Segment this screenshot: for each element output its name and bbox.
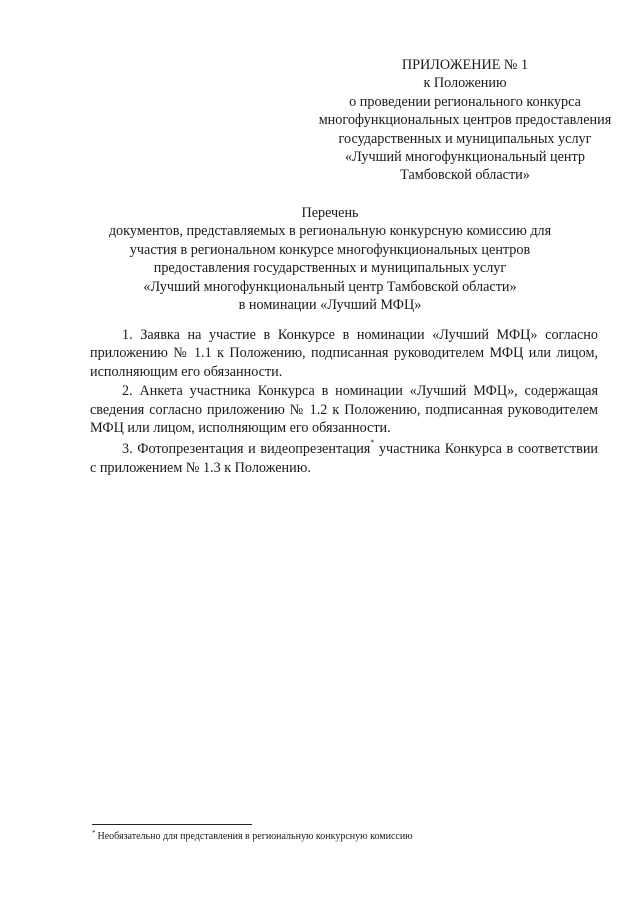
footnote — [92, 830, 612, 843]
appendix-line: «Лучший многофункциональный центр — [345, 149, 585, 166]
appendix-header — [300, 56, 630, 185]
footnote-marker: * — [92, 829, 96, 837]
appendix-line: о проведении регионального конкурса — [349, 93, 581, 110]
list-heading-line: участия в региональном конкурсе многофункциональных центров — [129, 241, 531, 258]
appendix-line: многофункциональных центров предоставления — [318, 112, 612, 129]
list-heading-line: «Лучший многофункциональный центр Тамбовской области» — [143, 278, 517, 295]
list-item-3-text: 3. Фотопрезентация и видеопрезентация — [122, 441, 371, 458]
footnote-text: Необязательно для представления в региональную конкурсную комиссию — [97, 831, 413, 842]
document-items-list — [90, 326, 598, 477]
document-list-heading — [90, 204, 570, 314]
footnote-separator — [92, 824, 252, 825]
list-item-3-text-cont: участника Конкурса в соответствии с приложением № 1.3 к Положению. — [90, 441, 598, 476]
list-heading-line: в номинации «Лучший МФЦ» — [238, 297, 422, 314]
appendix-line: государственных и муниципальных услуг — [338, 130, 592, 147]
footnote-marker: * — [370, 438, 375, 448]
list-item-2: 2. Анкета участника Конкурса в номинации «Лучший МФЦ», содержащая сведения согласно приложению № 1.2 к Положению, подписанная руководителем МФЦ или лицом, исполняющим его обязанности. — [90, 383, 598, 437]
appendix-title: ПРИЛОЖЕНИЕ № 1 — [401, 57, 529, 73]
list-heading-line: документов, представляемых в региональную конкурсную комиссию для — [108, 223, 552, 240]
appendix-line: к Положению — [423, 75, 507, 92]
list-heading-line: предоставления государственных и муниципальных услуг — [153, 260, 507, 277]
appendix-line: Тамбовской области» — [400, 167, 530, 184]
list-heading-title: Перечень — [301, 205, 359, 221]
list-item-1: 1. Заявка на участие в Конкурсе в номинации «Лучший МФЦ» согласно приложению № 1.1 к Положению, подписанная руководителем МФЦ или лицом, исполняющим его обязанности. — [90, 327, 598, 380]
list-item-3 — [90, 440, 598, 477]
